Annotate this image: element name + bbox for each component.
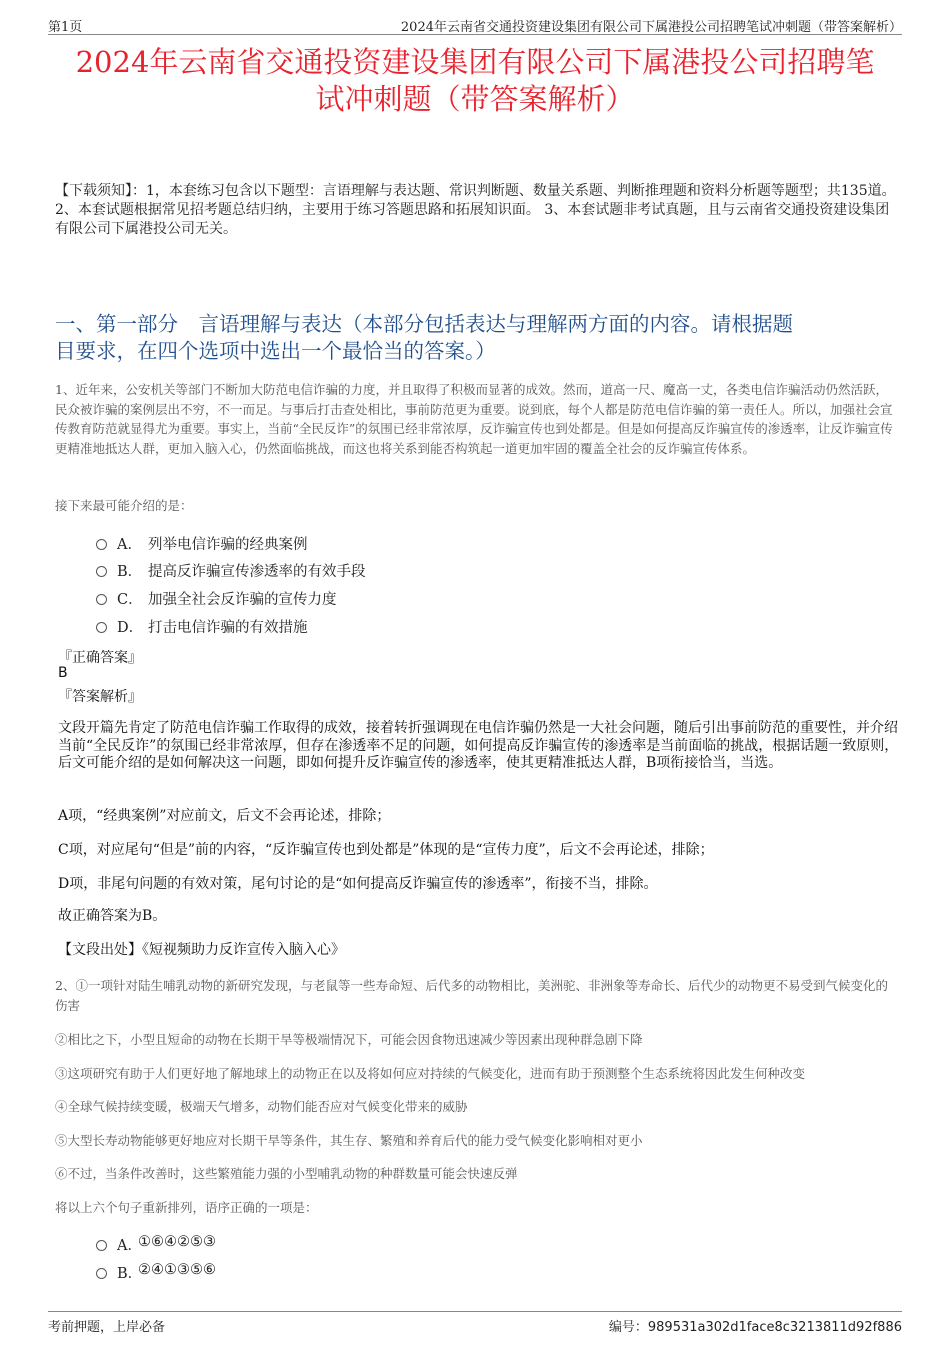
header-doc-title: 2024年云南省交通投资建设集团有限公司下属港投公司招聘笔试冲刺题（带答案解析）: [400, 20, 902, 35]
analysis-heading: 『答案解析』: [58, 689, 142, 705]
option-text: 打击电信诈骗的有效措施: [148, 620, 308, 636]
page-header: [48, 14, 902, 35]
radio-button[interactable]: [96, 539, 107, 550]
question-1-stem: 1、近年来，公安机关等部门不断加大防范电信诈骗的力度，并且取得了积极而显著的成效。然而，道高一尺、魔高一丈，各类电信诈骗活动仍然活跃，民众被诈骗的案例层出不穷，不一而足。与事后打击查处相比，事前防范更为重要。说到底，每个人都是防范电信诈骗的第一责任人。所以，加强社会宣传教育防范就显得尤为重要。事实上，当前“全民反诈”的氛围已经非常浓厚，反诈骗宣传也到处都是。但是如何提高反诈骗宣传的渗透率，让反诈骗宣传更精准地抵达人群，更加入脑入心，仍然面临挑战，而这也将关系到能否构筑起一道更加牢固的覆盖全社会的反诈骗宣传体系。: [55, 382, 893, 456]
section-heading-line-2: 目要求，在四个选项中选出一个最恰当的答案。）: [55, 339, 496, 363]
title-line-2: 试冲刺题（带答案解析）: [315, 82, 635, 116]
analysis-option-c: C项，对应尾句“但是”前的内容，“反诈骗宣传也到处都是”体现的是“宣传力度”，后文不会再论述，排除；: [58, 842, 714, 858]
option-text: ②④①③⑤⑥: [138, 1262, 216, 1278]
answer-value: B: [58, 665, 68, 681]
answer-heading: 『正确答案』: [58, 650, 142, 666]
radio-button[interactable]: [96, 1268, 107, 1279]
analysis-option-a: A项，“经典案例”对应前文，后文不会再论述，排除；: [58, 808, 391, 824]
document-title: [48, 44, 902, 118]
option-label: A．: [117, 537, 142, 553]
radio-button[interactable]: [96, 566, 107, 577]
question-1-prompt: 接下来最可能介绍的是：: [55, 498, 193, 513]
radio-button[interactable]: [96, 1240, 107, 1251]
download-notice: 【下载须知】：1，本套练习包含以下题型：言语理解与表达题、常识判断题、数量关系题、判断推理题和资料分析题等题型；共135道。 2、本套试题根据常见招考题总结归纳，主要用于练习答题思路和拓展知识面。 3、本套试题非考试真题，且与云南省交通投资建设集团有限公司下属港投公司无关。: [55, 183, 896, 237]
section-heading-line-1: 一、第一部分 言语理解与表达（本部分包括表达与理解两方面的内容。请根据题: [55, 312, 793, 336]
option-label: C．: [117, 592, 143, 608]
option-text: 列举电信诈骗的经典案例: [148, 537, 308, 553]
passage-source: 【文段出处】《短视频助力反诈宣传入脑入心》: [58, 942, 345, 958]
option-text: 提高反诈骗宣传渗透率的有效手段: [148, 564, 366, 580]
radio-button[interactable]: [96, 594, 107, 605]
option-label: D．: [117, 620, 144, 636]
question-2-prompt: 将以上六个句子重新排列，语序正确的一项是：: [55, 1200, 318, 1215]
option-text: ①⑥④②⑤③: [138, 1234, 216, 1250]
analysis-paragraph: 文段开篇先肯定了防范电信诈骗工作取得的成效，接着转折强调现在电信诈骗仍然是一大社会问题，随后引出事前防范的重要性，并介绍当前“全民反诈”的氛围已经非常浓厚，但存在渗透率不足的问题，如何提高反诈骗宣传的渗透率是当前面临的挑战，根据话题一致原则，后文可能介绍的是如何解决这一问题，即如何提升反诈骗宣传的渗透率，使其更精准抵达人群，B项衔接恰当，当选。: [58, 720, 899, 771]
analysis-conclusion: 故正确答案为B。: [58, 908, 167, 924]
title-line-1: 2024年云南省交通投资建设集团有限公司下属港投公司招聘笔: [75, 45, 875, 79]
q2-sentence-4: ④全球气候持续变暖，极端天气增多，动物们能否应对气候变化带来的威胁: [55, 1099, 468, 1114]
radio-button[interactable]: [96, 622, 107, 633]
option-label: B．: [117, 564, 143, 580]
q2-sentence-1: 2、①一项针对陆生哺乳动物的新研究发现，与老鼠等一些寿命短、后代多的动物相比，美洲驼、非洲象等寿命长、后代少的动物更不易受到气候变化的伤害: [55, 978, 888, 1013]
footer-code-label: 编号：: [608, 1320, 648, 1335]
q2-sentence-3: ③这项研究有助于人们更好地了解地球上的动物正在以及将如何应对持续的气候变化，进而有助于预测整个生态系统将因此发生何种改变: [55, 1066, 806, 1081]
q2-sentence-6: ⑥不过，当条件改善时，这些繁殖能力强的小型哺乳动物的种群数量可能会快速反弹: [55, 1166, 518, 1181]
analysis-option-d: D项，非尾句问题的有效对策，尾句讨论的是“如何提高反诈骗宣传的渗透率”，衔接不当，排除。: [58, 876, 658, 892]
option-text: 加强全社会反诈骗的宣传力度: [148, 592, 337, 608]
page-number: 第1页: [48, 20, 83, 35]
q2-sentence-5: ⑤大型长寿动物能够更好地应对长期干旱等条件，其生存、繁殖和养育后代的能力受气候变化影响相对更小: [55, 1133, 643, 1148]
option-label: B．: [117, 1266, 143, 1282]
footer-slogan: 考前押题，上岸必备: [48, 1320, 166, 1335]
section-heading: [55, 311, 898, 365]
page-footer: [48, 1311, 902, 1334]
option-label: A．: [117, 1238, 142, 1254]
footer-code-value: 989531a302d1face8c3213811d92f886: [647, 1320, 902, 1335]
footer-code: [609, 1316, 902, 1335]
q2-sentence-2: ②相比之下，小型且短命的动物在长期干旱等极端情况下，可能会因食物迅速减少等因素出现种群急剧下降: [55, 1032, 643, 1047]
